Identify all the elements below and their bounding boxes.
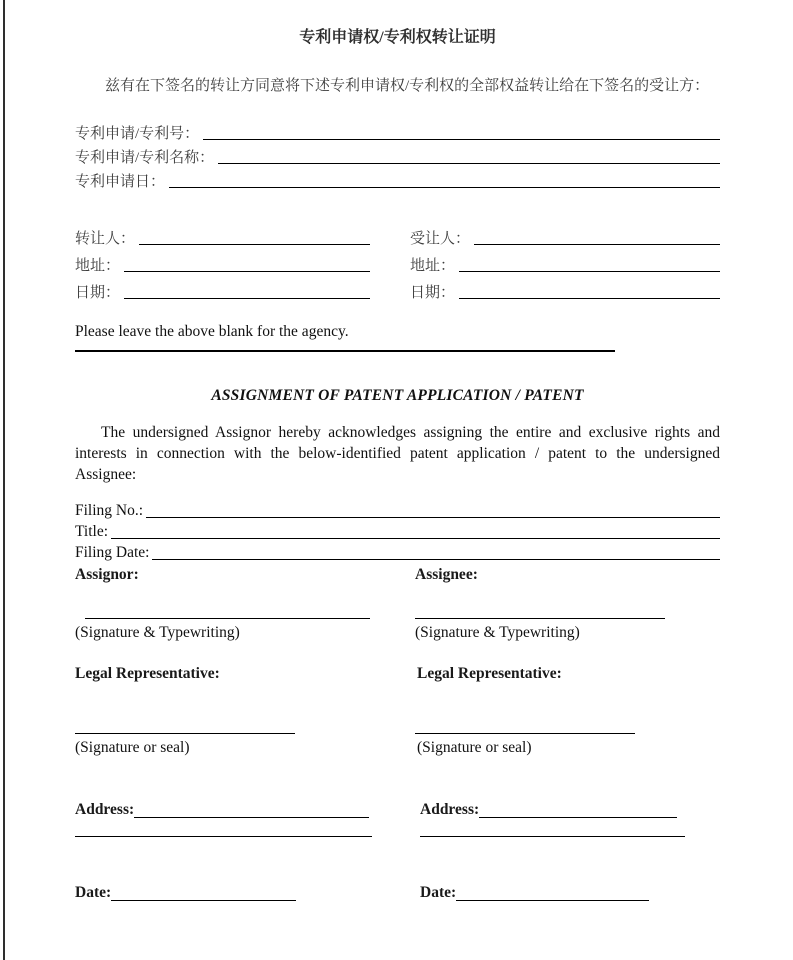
patent-title-label: 专利申请/专利名称： — [75, 150, 215, 166]
signature-typewriting-captions — [75, 623, 720, 643]
assignor-date-label: Date: — [75, 884, 112, 901]
cn-assignor-date-row — [75, 275, 370, 302]
en-title-label: Title: — [75, 523, 109, 540]
en-title-blank-line — [111, 538, 720, 539]
agency-note: Please leave the above blank for the agency. — [75, 323, 349, 340]
seal-captions-row — [75, 738, 720, 758]
assignee-signature-caption: (Signature & Typewriting) — [415, 624, 580, 641]
agency-divider-rule — [75, 350, 615, 352]
patent-no-blank-line — [203, 139, 720, 140]
signature-lines-row — [75, 618, 720, 619]
cn-assignee-row — [410, 221, 720, 248]
cn-filing-date-label: 专利申请日： — [75, 174, 166, 190]
cn-assignor-date-label: 日期： — [75, 285, 121, 301]
en-fields-block — [75, 499, 720, 562]
assignor-address-cell — [75, 800, 415, 820]
assignee-address2-cell — [415, 836, 720, 837]
cn-field-filing-date — [75, 167, 720, 191]
assignee-date-blank-line — [456, 900, 649, 901]
address-row — [75, 800, 720, 820]
assignee-seal-caption: (Signature or seal) — [417, 739, 532, 756]
en-assignee-header: Assignee: — [415, 566, 478, 583]
en-field-filing-date — [75, 541, 720, 562]
filing-no-blank-line — [146, 517, 720, 518]
cn-assignor-blank-line — [139, 244, 370, 245]
en-assignor-header: Assignor: — [75, 566, 139, 583]
assignor-legal-rep-label: Legal Representative: — [75, 665, 220, 682]
cn-assignee-date-label: 日期： — [410, 285, 456, 301]
assignor-address-label: Address: — [75, 801, 135, 818]
assignor-address-second-line — [75, 836, 372, 837]
assignee-address-cell — [415, 800, 720, 820]
cn-assignee-label: 受让人： — [410, 231, 471, 247]
cn-assignee-address-label: 地址： — [410, 258, 456, 274]
cn-assignor-address-blank-line — [124, 271, 370, 272]
address-second-lines-row — [75, 836, 720, 837]
cn-assignor-column — [75, 221, 370, 302]
cn-assignee-address-blank-line — [459, 271, 720, 272]
seal-lines-row — [75, 733, 720, 734]
patent-no-label: 专利申请/专利号： — [75, 126, 200, 142]
en-field-filing-no — [75, 499, 720, 520]
en-filing-date-label: Filing Date: — [75, 544, 150, 561]
cn-assignee-blank-line — [474, 244, 720, 245]
assignee-address-label: Address: — [420, 801, 480, 818]
en-intro-paragraph: The undersigned Assignor hereby acknowledges assigning the entire and exclusive rights and interests in connection with the below-identified patent application / patent to the undersigned Assignee: — [75, 424, 720, 483]
cn-field-patent-no — [75, 119, 720, 143]
cn-assignor-date-blank-line — [124, 298, 370, 299]
assignee-date-label: Date: — [420, 884, 457, 901]
cn-assignee-column — [410, 221, 720, 302]
cn-intro-paragraph: 兹有在下签名的转让方同意将下述专利申请权/专利权的全部权益转让给在下签名的受让方： — [105, 78, 710, 94]
assignor-seal-caption: (Signature or seal) — [75, 739, 190, 756]
cn-assignee-date-blank-line — [459, 298, 720, 299]
assignor-signature-line — [85, 618, 370, 619]
cn-assignor-address-row — [75, 248, 370, 275]
filing-no-label: Filing No.: — [75, 502, 144, 519]
assignor-signature-caption: (Signature & Typewriting) — [75, 624, 240, 641]
cn-field-patent-title — [75, 143, 720, 167]
cn-assignor-label: 转让人： — [75, 231, 136, 247]
assignor-signature-cell — [75, 618, 415, 619]
date-row — [75, 883, 720, 903]
cn-assignee-date-row — [410, 275, 720, 302]
assignor-date-cell — [75, 883, 415, 903]
en-filing-date-blank-line — [152, 559, 720, 560]
en-field-title — [75, 520, 720, 541]
assignee-date-cell — [415, 883, 720, 903]
cn-assignor-row — [75, 221, 370, 248]
assignee-seal-line — [415, 733, 635, 734]
document-title-cn: 专利申请权/专利权转让证明 — [299, 29, 496, 46]
assignor-address2-cell — [75, 836, 415, 837]
assignee-signature-line — [415, 618, 665, 619]
cn-filing-date-blank-line — [169, 187, 720, 188]
cn-assignee-address-row — [410, 248, 720, 275]
cn-assignor-address-label: 地址： — [75, 258, 121, 274]
assignee-seal-cell — [415, 733, 720, 734]
en-party-headers — [75, 566, 720, 584]
assignee-legal-rep-label: Legal Representative: — [417, 665, 562, 682]
en-heading: ASSIGNMENT OF PATENT APPLICATION / PATENT — [211, 387, 584, 404]
assignor-seal-line — [75, 733, 295, 734]
assignee-address-blank-line — [479, 817, 677, 818]
legal-representative-row — [75, 665, 720, 683]
assignor-address-blank-line — [134, 817, 369, 818]
assignor-date-blank-line — [111, 900, 296, 901]
assignee-address-second-line — [420, 836, 685, 837]
patent-title-blank-line — [218, 163, 720, 164]
cn-fields-block — [75, 119, 720, 191]
cn-parties-block — [75, 221, 720, 302]
assignee-signature-cell — [415, 618, 720, 619]
assignor-seal-cell — [75, 733, 415, 734]
